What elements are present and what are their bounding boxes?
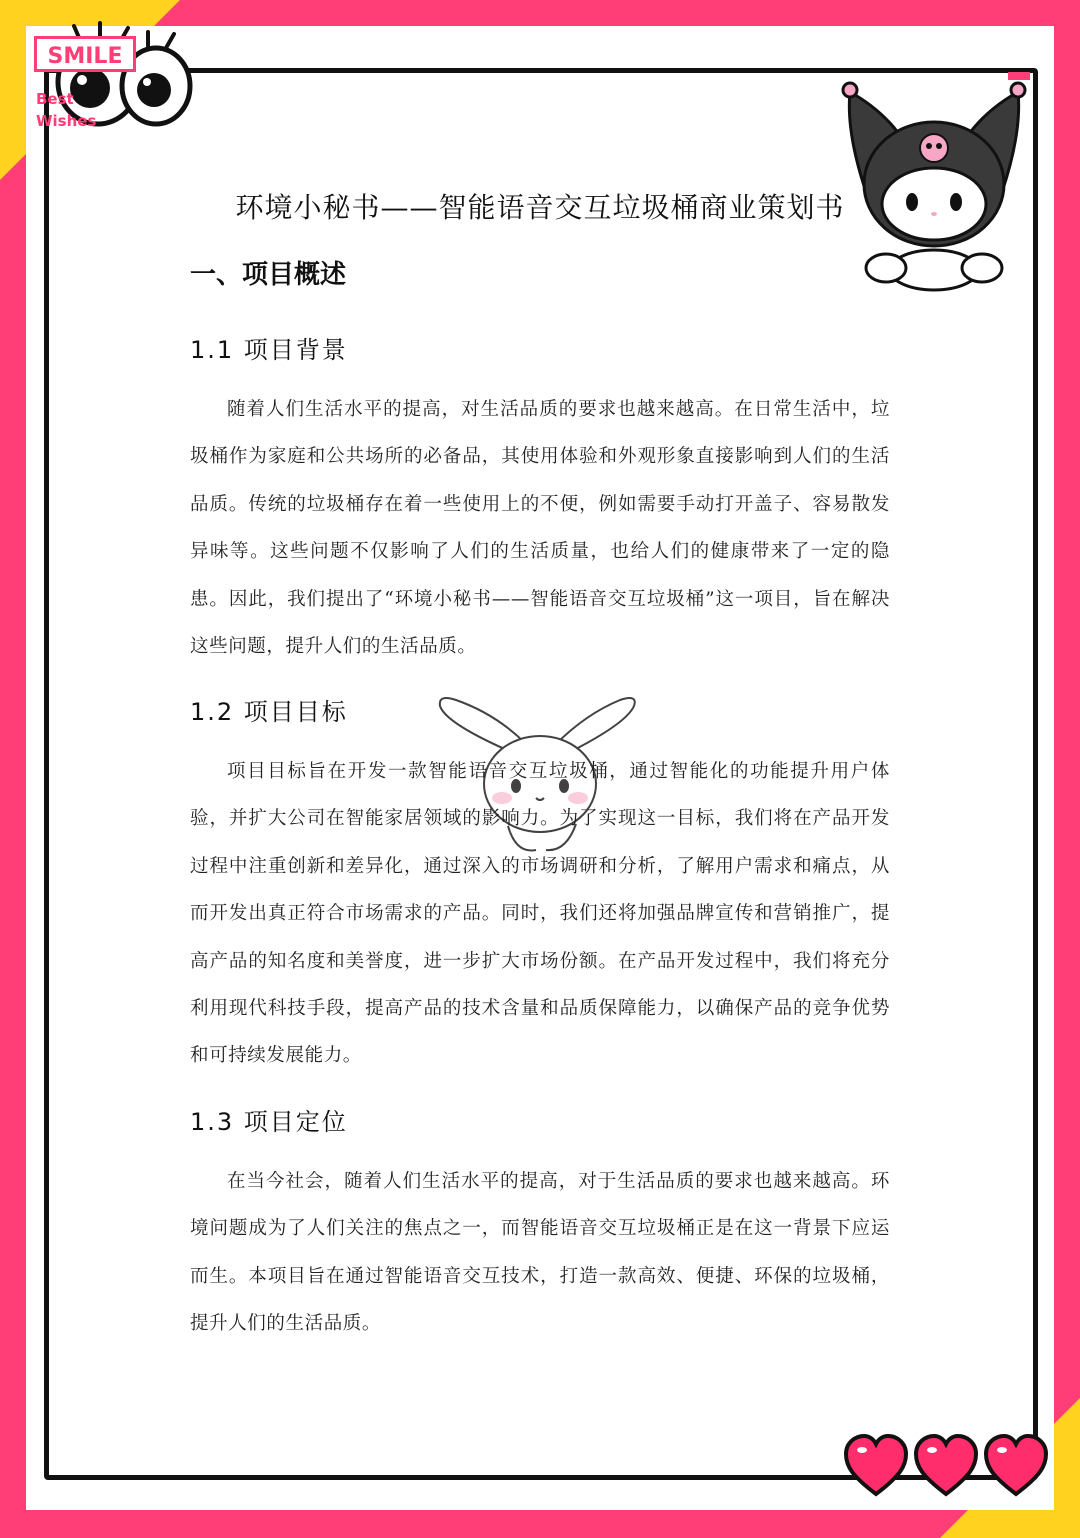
heart-icon — [986, 1436, 1046, 1494]
best-label: Best — [36, 90, 74, 108]
heading-project-background: 1.1 项目背景 — [190, 336, 348, 364]
heart-icon — [916, 1436, 976, 1494]
best-wishes-text — [36, 88, 96, 132]
paragraph-project-background: 随着人们生活水平的提高，对生活品质的要求也越来越高。在日常生活中，垃圾桶作为家庭和公共场所的必备品，其使用体验和外观形象直接影响到人们的生活品质。传统的垃圾桶存在着一些使用上的不便，例如需要手动打开盖子、容易散发异味等。这些问题不仅影响了人们的生活质量，也给人们的健康带来了一定的隐患。因此，我们提出了“环境小秘书——智能语音交互垃圾桶”这一项目，旨在解决这些问题，提升人们的生活品质。 — [190, 399, 890, 658]
document-title: 环境小秘书——智能语音交互垃圾桶商业策划书 — [235, 191, 845, 224]
paragraph-project-positioning: 在当今社会，随着人们生活水平的提高，对于生活品质的要求也越来越高。环境问题成为了人们关注的焦点之一，而智能语音交互垃圾桶正是在这一背景下应运而生。本项目旨在通过智能语音交互技术，打造一款高效、便捷、环保的垃圾桶，提升人们的生活品质。 — [190, 1171, 890, 1335]
hearts-decoration — [842, 1432, 1052, 1502]
wishes-label: Wishes — [36, 112, 97, 130]
paragraph-project-goal: 项目目标旨在开发一款智能语音交互垃圾桶，通过智能化的功能提升用户体验，并扩大公司在智能家居领域的影响力。为了实现这一目标，我们将在产品开发过程中注重创新和差异化，通过深入的市场调研和分析，了解用户需求和痛点，从而开发出真正符合市场需求的产品。同时，我们还将加强品牌宣传和营销推广，提高产品的知名度和美誉度，进一步扩大市场份额。在产品开发过程中，我们将充分利用现代科技手段，提高产品的技术含量和品质保障能力，以确保产品的竞争优势和可持续发展能力。 — [190, 761, 890, 1067]
heading-project-goal: 1.2 项目目标 — [190, 698, 348, 726]
smile-sticker — [34, 36, 136, 72]
section-heading-overview: 一、项目概述 — [190, 260, 347, 290]
heading-project-positioning: 1.3 项目定位 — [190, 1108, 348, 1136]
heart-icon — [846, 1436, 906, 1494]
kuromi-character-icon — [836, 72, 1032, 292]
smile-label: SMILE — [34, 36, 136, 72]
